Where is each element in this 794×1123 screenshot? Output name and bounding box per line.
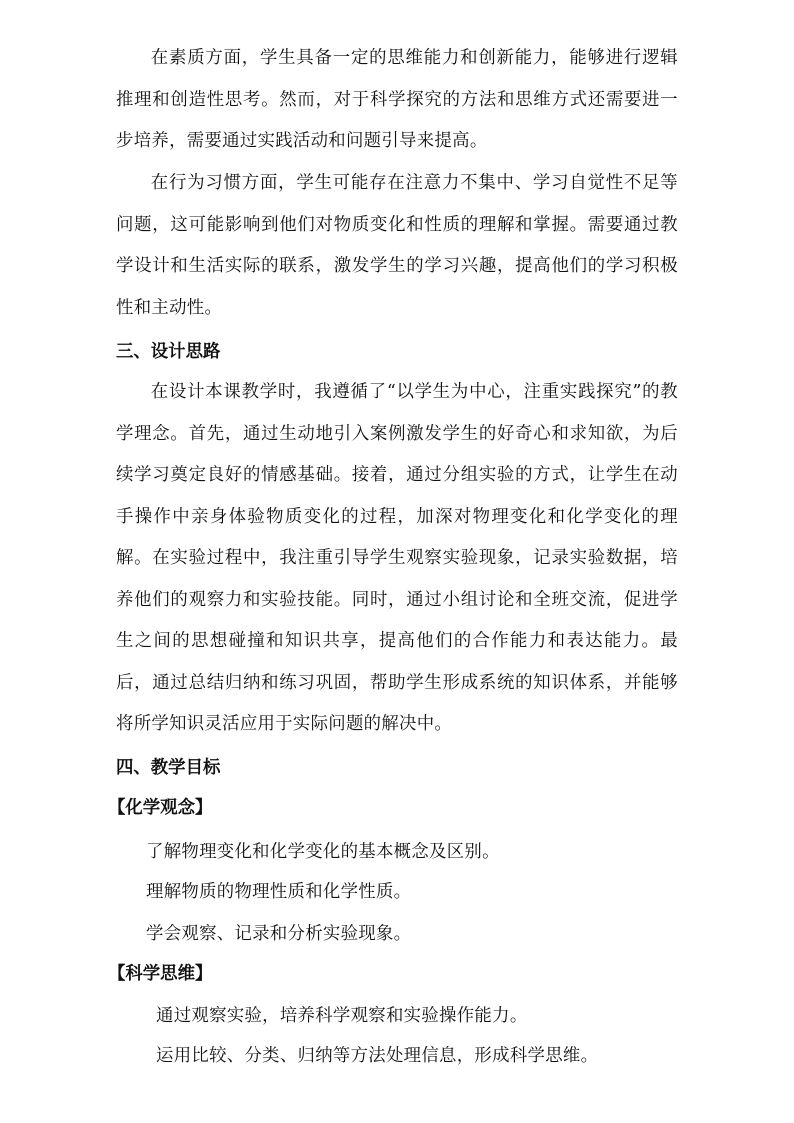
paragraph-quality: 在素质方面，学生具备一定的思维能力和创新能力，能够进行逻辑推理和创造性思考。然而，对于科学探究的方法和思维方式还需要进一步培养，需要通过实践活动和问题引导来提高。 <box>116 48 678 151</box>
objective-item: 学会观察、记录和分析实验现象。 <box>146 924 412 944</box>
subsection-chemistry-concept: 【化学观念】 <box>108 798 213 818</box>
subsection-scientific-thinking: 【科学思维】 <box>108 964 213 984</box>
objective-item: 理解物质的物理性质和化学性质。 <box>146 882 412 902</box>
paragraph-behavior: 在行为习惯方面，学生可能存在注意力不集中、学习自觉性不足等问题，这可能影响到他们对物质变化和性质的理解和掌握。需要通过教学设计和生活实际的联系，激发学生的学习兴趣，提高他们的学习积极性和主动性。 <box>116 173 678 318</box>
objective-item: 了解物理变化和化学变化的基本概念及区别。 <box>146 842 500 862</box>
objective-item: 通过观察实验，培养科学观察和实验操作能力。 <box>156 1006 528 1026</box>
paragraph-design: 在设计本课教学时，我遵循了“以学生为中心，注重实践探究”的教学理念。首先，通过生动地引入案例激发学生的好奇心和求知欲，为后续学习奠定良好的情感基础。接着，通过分组实验的方式，让学生在动手操作中亲身体验物质变化的过程，加深对物理变化和化学变化的理解。在实验过程中，我注重引导学生观察实验现象，记录实验数据，培养他们的观察力和实验技能。同时，通过小组讨论和全班交流，促进学生之间的思想碰撞和知识共享，提高他们的合作能力和表达能力。最后，通过总结归纳和练习巩固，帮助学生形成系统的知识体系，并能够将所学知识灵活应用于实际问题的解决中。 <box>116 382 678 734</box>
objective-item: 运用比较、分类、归纳等方法处理信息，形成科学思维。 <box>156 1046 599 1066</box>
section-heading-objectives: 四、教学目标 <box>116 758 221 778</box>
section-heading-design: 三、设计思路 <box>116 342 221 362</box>
